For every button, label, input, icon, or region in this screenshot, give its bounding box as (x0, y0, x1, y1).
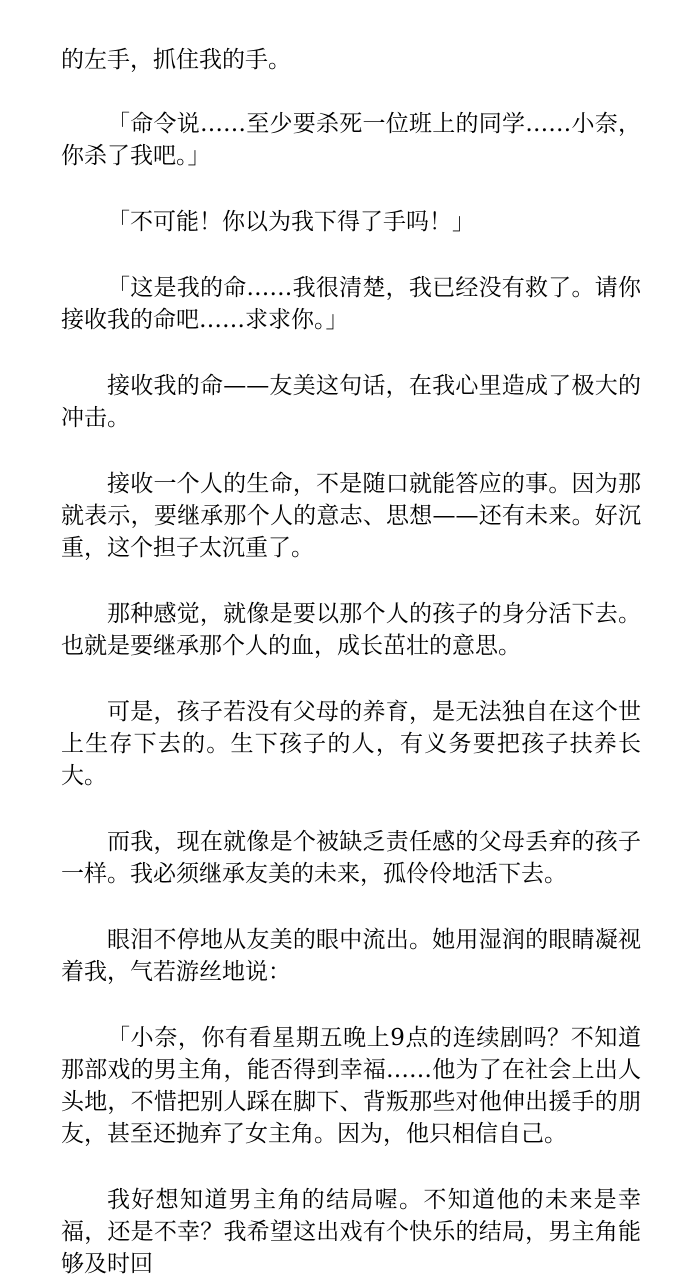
paragraph-12: 我好想知道男主角的结局喔。不知道他的未来是幸福，还是不幸？我希望这出戏有个快乐的结局，男主角能够及时回 (61, 1187, 641, 1277)
paragraph-8: 可是，孩子若没有父母的养育，是无法独自在这个世上生存下去的。生下孩子的人，有义务要把孩子扶养长大。 (61, 699, 641, 789)
paragraph-3: 「不可能！你以为我下得了手吗！」 (107, 209, 475, 235)
paragraph-4: 「这是我的命……我很清楚，我已经没有救了。请你接收我的命吧……求求你。」 (61, 275, 641, 333)
paragraph-9: 而我，现在就像是个被缺乏责任感的父母丢弃的孩子一样。我必须继承友美的未来，孤伶伶地活下去。 (61, 829, 641, 887)
paragraph-5: 接收我的命——友美这句话，在我心里造成了极大的冲击。 (61, 373, 641, 431)
paragraph-7: 那种感觉，就像是要以那个人的孩子的身分活下去。也就是要继承那个人的血，成长茁壮的意思。 (61, 601, 641, 659)
paragraph-6: 接收一个人的生命，不是随口就能答应的事。因为那就表示，要继承那个人的意志、思想——还有未来。好沉重，这个担子太沉重了。 (61, 471, 641, 561)
paragraph-10: 眼泪不停地从友美的眼中流出。她用湿润的眼睛凝视着我，气若游丝地说： (61, 927, 641, 985)
paragraph-2: 「命令说……至少要杀死一位班上的同学……小奈，你杀了我吧。」 (61, 111, 641, 169)
paragraph-1: 的左手，抓住我的手。 (61, 47, 291, 73)
paragraph-11: 「小奈，你有看星期五晚上9点的连续剧吗？不知道那部戏的男主角，能否得到幸福……他为了在社会上出人头地，不惜把别人踩在脚下、背叛那些对他伸出援手的朋友，甚至还抛弃了女主角。因为，他只相信自己。 (61, 1025, 641, 1147)
document-page (61, 0, 641, 1280)
